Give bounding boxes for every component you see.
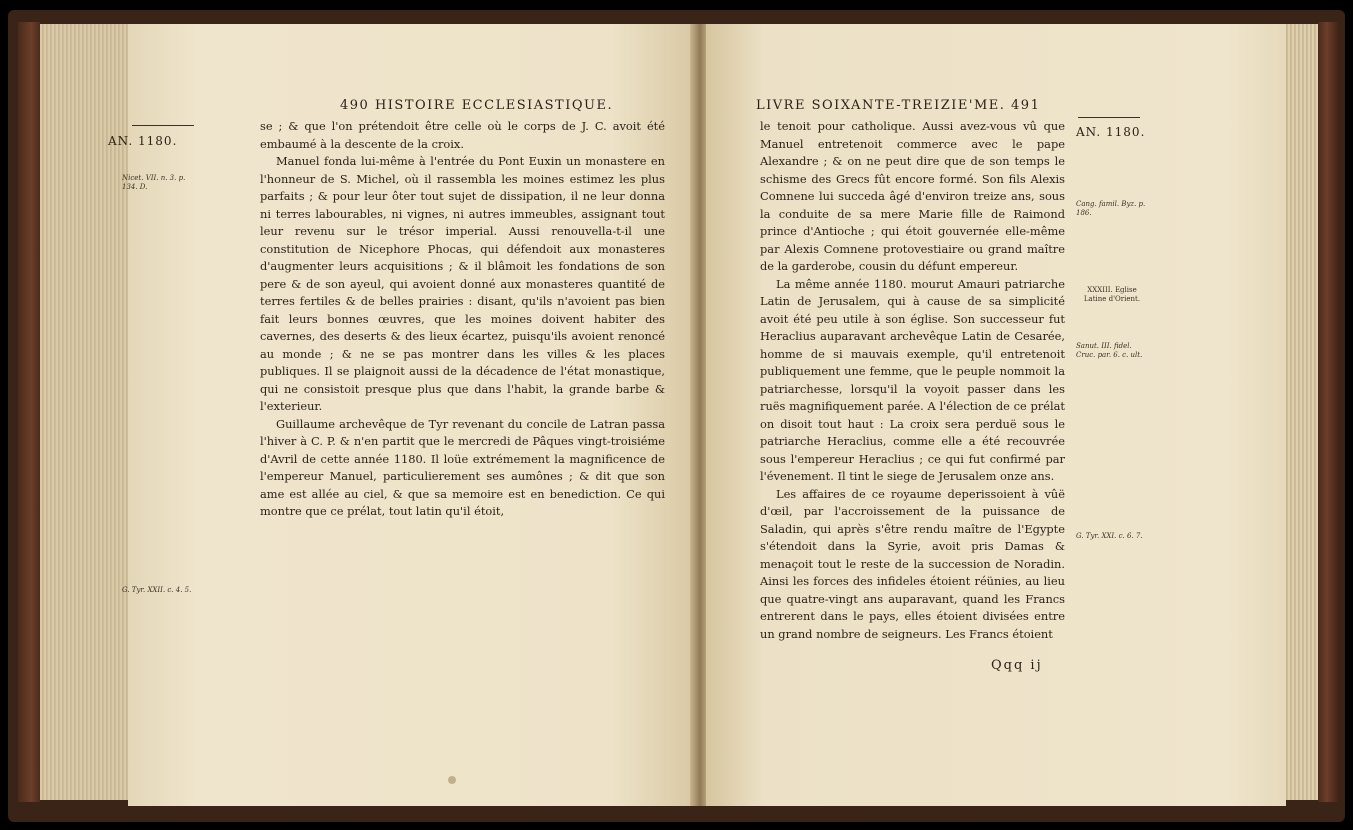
year-rule — [132, 125, 194, 126]
right-paragraph-2: La même année 1180. mourut Amauri patriarche Latin de Jerusalem, qui à cause de sa simplicité avoit été peu utile à son église. Son successeur fut Heraclius auparavant archevêque Latin de Cesarée, homme de si mauvais exemple, qu'il entretenoit publiquement une femme, que le peuple nommoit la patriarchesse, lorsqu'il la voyoit passer dans les ruës magnifiquement parée. A l'élection de ce prélat on disoit tout haut : La croix sera perduë sous le patriarche Heraclius, comme elle a été recouvrée sous l'empereur Heraclius ; ce qui fut confirmé par l'évenement. Il tint le siege de Jerusalem onze ans. — [760, 276, 1065, 483]
signature-mark: Qqq ij — [991, 658, 1043, 673]
right-cover — [1318, 22, 1340, 802]
right-running-head: LIVRE SOIXANTE-TREIZIE'ME. 491 — [756, 98, 1041, 113]
right-paragraph-1: le tenoit pour catholique. Aussi avez-vous vû que Manuel entretenoit commerce avec le pape Alexandre ; & on ne peut dire que de son temps le schisme des Grecs fût encore formé. Son fils Alexis Comnene lui succeda âgé d'environ treize ans, sous la conduite de sa mere Marie fille de Raimond prince d'Antioche ; qui étoit gouvernée elle-même par Alexis Comnene protovestiaire ou grand maître de la garderobe, cousin du défunt empereur. — [760, 119, 1065, 273]
right-paragraph-3: Les affaires de ce royaume deperissoient à vûë d'œil, par l'accroissement de la puissance de Saladin, qui après s'être rendu maître de l'Egypte s'étendoit dans la Syrie, avoit pris Damas & menaçoit tout le reste de la succession de Noradin. Ainsi les forces des infideles étoient réünies, au lieu que quatre-vingt ans auparavant, quand les Francs entrerent dans le pays, elles étoient divisées entre un grand nombre de seigneurs. Les Francs étoient — [760, 486, 1065, 641]
right-page — [706, 24, 1286, 806]
year-rule — [1078, 117, 1140, 118]
left-paragraph-3: Guillaume archevêque de Tyr revenant du concile de Latran passa l'hiver à C. P. & n'en partit que le mercredi de Pâques vingt-troisiéme d'Avril de cette année 1180. Il loüe extrémement la magnificence de l'empereur Manuel, particulierement ses aumônes ; & dit que son ame est allée au ciel, & que sa memoire est en benediction. Ce qui montre que ce prélat, tout latin qu'il étoit, — [260, 416, 665, 518]
left-page — [108, 24, 694, 806]
right-margin-note-3: Sanut. III. fidel. Cruc. par. 6. c. ult. — [1076, 342, 1143, 359]
right-page-edges — [1284, 24, 1320, 800]
left-running-head: 490 HISTOIRE ECCLESIASTIQUE. — [340, 98, 614, 113]
page-stain — [448, 776, 456, 784]
right-margin-note-4: G. Tyr. XXI. c. 6. 7. — [1076, 532, 1143, 540]
left-margin-note-1: Nicet. VII. n. 3. p. 134. D. — [122, 174, 186, 191]
left-cover — [18, 22, 40, 802]
right-year: AN. 1180. — [1076, 125, 1146, 139]
left-year: AN. 1180. — [108, 134, 178, 148]
right-body-text — [760, 118, 1065, 643]
right-margin-note-2: XXXIII. Eglise Latine d'Orient. — [1083, 286, 1141, 303]
right-margin-note-1: Cang. famil. Byz. p. 186. — [1076, 200, 1146, 217]
left-margin-note-2: G. Tyr. XXII. c. 4. 5. — [122, 586, 192, 594]
left-paragraph-1: se ; & que l'on prétendoit être celle où le corps de J. C. avoit été embaumé à la descente de la croix. — [260, 119, 665, 151]
left-body-text — [260, 118, 665, 521]
left-paragraph-2: Manuel fonda lui-même à l'entrée du Pont Euxin un monastere en l'honneur de S. Michel, où il rassembla les moines estimez les plus parfaits ; & pour leur ôter tout sujet de dissipation, il ne leur donna ni terres labourables, ni vignes, ni autres immeubles, assignant tout leur revenu sur le trésor imperial. Aussi renouvella-t-il une constitution de Nicephore Phocas, qui défendoit aux monasteres d'augmenter leurs acquisitions ; & il blâmoit les fondations de son pere & de son ayeul, qui avoient donné aux monasteres quantité de terres fertiles & de belles prairies : disant, qu'ils n'avoient pas bien fait leurs bonnes œuvres, que les moines doivent habiter des cavernes, des deserts & des lieux écartez, puisqu'ils avoient renoncé au monde ; & ne se pas montrer dans les villes & les places publiques. Il se plaignoit aussi de la décadence de l'état monastique, qui ne consistoit presque plus que dans l'habit, la grande barbe & l'exterieur. — [260, 154, 665, 413]
